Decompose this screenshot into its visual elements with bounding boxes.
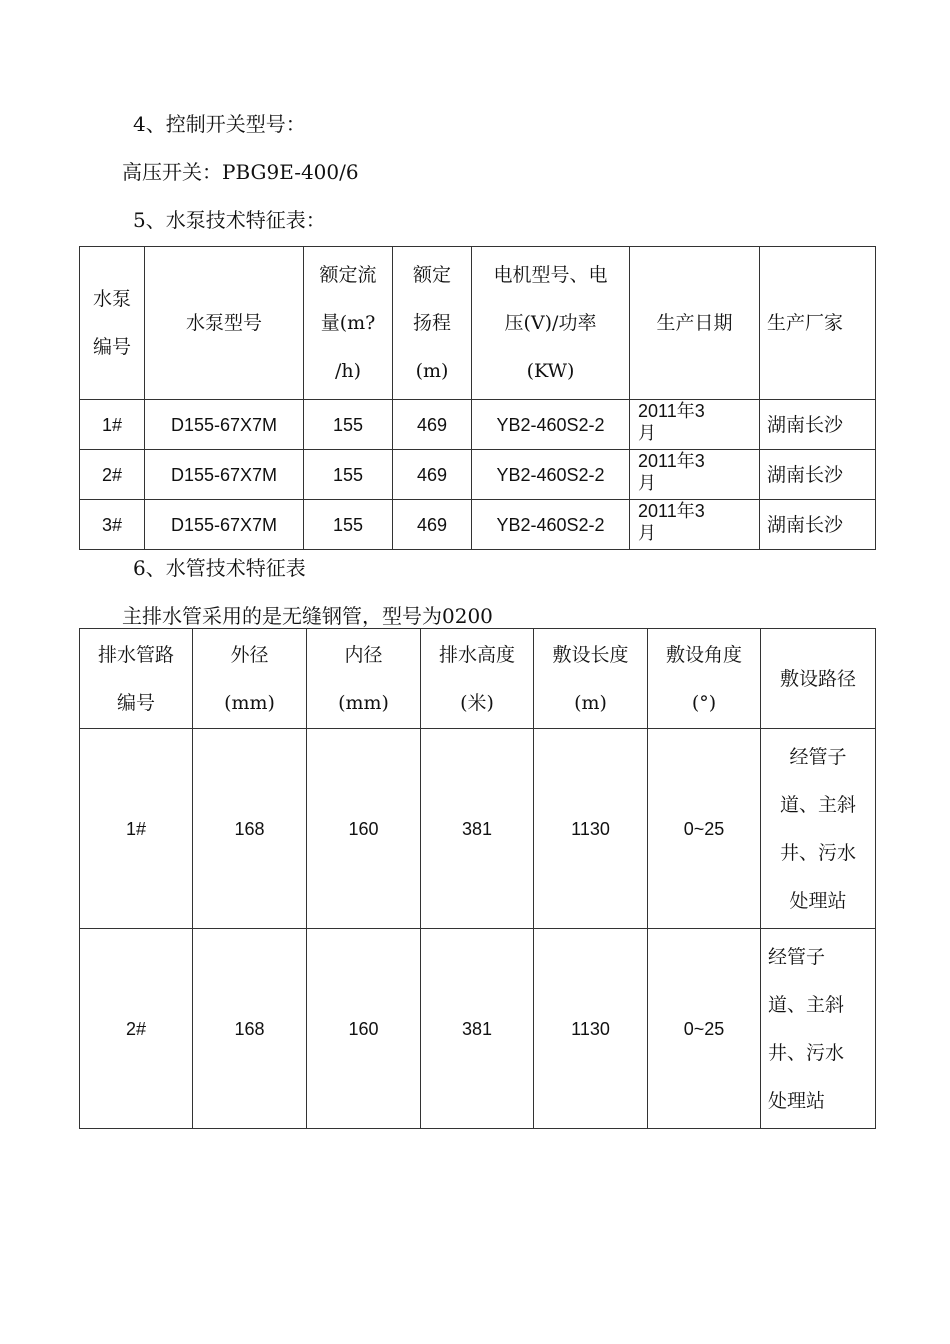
pump-header-cell (760, 247, 876, 400)
pipe-header-text: 外径 (mm) (224, 643, 275, 714)
date-text: 2011年3 月 (638, 501, 705, 543)
pipe-header-cell (307, 629, 421, 729)
route-text: 经管子 道、主斜 井、污水 处理站 (779, 745, 856, 912)
pipe-cell: 381 (421, 729, 534, 929)
pump-cell (630, 400, 760, 450)
pipe-header-cell (761, 629, 876, 729)
pump-cell: YB2-460S2-2 (472, 400, 630, 450)
pump-cell: 155 (304, 450, 393, 500)
pipe-header-row (80, 629, 876, 729)
pump-cell: D155-67X7M (145, 450, 304, 500)
pump-cell (630, 500, 760, 550)
pump-header-cell (630, 247, 760, 400)
pipe-cell: 0~25 (648, 729, 761, 929)
pump-cell: 湖南长沙 (760, 450, 876, 500)
pipe-cell: 381 (421, 929, 534, 1129)
pump-cell: 2# (80, 450, 145, 500)
pipe-header-cell (80, 629, 193, 729)
pump-cell: YB2-460S2-2 (472, 450, 630, 500)
pump-header-cell (80, 247, 145, 400)
pump-header-text: 电机型号、电 压(V)/功率 (KW) (493, 264, 608, 382)
pipe-header-text: 敷设角度 (°) (665, 643, 742, 714)
pipe-cell: 1130 (534, 729, 648, 929)
pipe-header-cell (421, 629, 534, 729)
table-row (80, 500, 876, 550)
pump-header-text: 额定 扬程 (m) (412, 264, 451, 382)
pump-cell: 155 (304, 400, 393, 450)
pump-header-cell (472, 247, 630, 400)
pump-header-text: 水泵型号 (185, 312, 262, 334)
pipe-cell (761, 729, 876, 929)
switch-model-line: 高压开关：PBG9E-400/6 (122, 160, 359, 184)
pipe-header-cell (534, 629, 648, 729)
pump-cell: 469 (393, 400, 472, 450)
table-row (80, 729, 876, 929)
pipe-header-text: 排水管路 编号 (97, 643, 174, 714)
pump-header-text: 生产厂家 (767, 312, 844, 334)
pipe-cell: 0~25 (648, 929, 761, 1129)
pump-cell: 1# (80, 400, 145, 450)
pump-cell: 469 (393, 500, 472, 550)
pipe-cell: 168 (193, 729, 307, 929)
pipe-cell: 1# (80, 729, 193, 929)
pipe-table (79, 628, 876, 1129)
pipe-header-text: 内径 (mm) (338, 643, 389, 714)
pipe-cell: 160 (307, 929, 421, 1129)
table-row (80, 450, 876, 500)
date-text: 2011年3 月 (638, 401, 705, 443)
pump-table (79, 246, 876, 550)
route-text: 经管子 道、主斜 井、污水 处理站 (768, 945, 845, 1112)
pipe-header-text: 敷设路径 (779, 667, 856, 690)
date-text: 2011年3 月 (638, 451, 705, 493)
table-row (80, 400, 876, 450)
pump-cell: 3# (80, 500, 145, 550)
pump-header-cell (393, 247, 472, 400)
pump-cell: YB2-460S2-2 (472, 500, 630, 550)
pump-cell: 湖南长沙 (760, 500, 876, 550)
pipe-header-text: 敷设长度 (m) (552, 643, 629, 714)
pump-cell: D155-67X7M (145, 500, 304, 550)
pump-header-text: 水泵 编号 (92, 288, 131, 358)
heading-6: 6、水管技术特征表 (133, 556, 306, 580)
pump-cell: 469 (393, 450, 472, 500)
pump-header-cell (304, 247, 393, 400)
heading-4: 4、控制开关型号： (133, 112, 306, 136)
pipe-cell: 168 (193, 929, 307, 1129)
table-row (80, 929, 876, 1129)
pipe-cell: 2# (80, 929, 193, 1129)
pump-header-text: 额定流 量(m? /h) (319, 264, 377, 382)
pump-cell: 湖南长沙 (760, 400, 876, 450)
pipe-header-cell (648, 629, 761, 729)
heading-5: 5、水泵技术特征表： (133, 208, 326, 232)
pipe-header-cell (193, 629, 307, 729)
pipe-note: 主排水管采用的是无缝钢管，型号为0200 (122, 604, 493, 628)
pipe-cell (761, 929, 876, 1129)
pump-cell (630, 450, 760, 500)
pump-cell: 155 (304, 500, 393, 550)
pipe-cell: 160 (307, 729, 421, 929)
pump-cell: D155-67X7M (145, 400, 304, 450)
pump-header-text: 生产日期 (656, 312, 733, 334)
pipe-header-text: 排水高度 (米) (438, 643, 515, 714)
pipe-cell: 1130 (534, 929, 648, 1129)
pump-header-cell (145, 247, 304, 400)
pump-header-row (80, 247, 876, 400)
